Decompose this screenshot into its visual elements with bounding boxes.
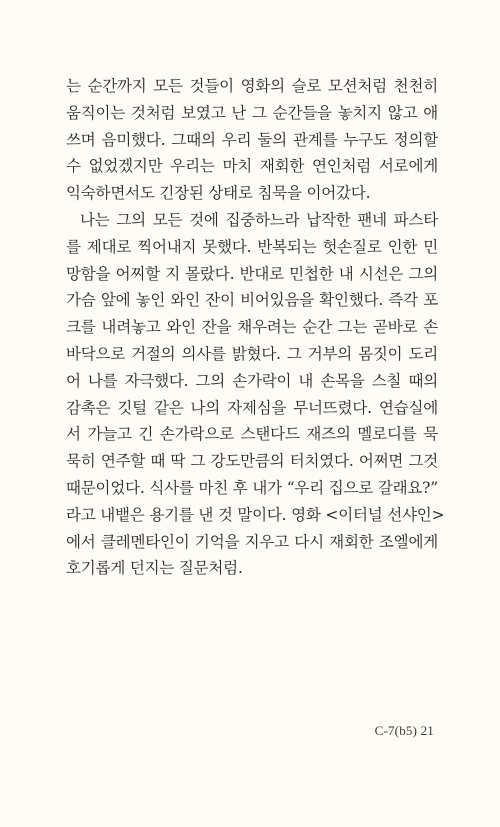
text-line: 수 없었겠지만 우리는 마치 재회한 연인처럼 서로에게	[66, 157, 438, 176]
text-line: 가슴 앞에 놓인 와인 잔이 비어있음을 확인했다. 즉각 포	[66, 291, 438, 310]
text-line: 에서 클레멘타인이 기억을 지우고 다시 재회한 조엘에게	[66, 532, 438, 551]
text-line: 익숙하면서도 긴장된 상태로 침묵을 이어갔다.	[66, 184, 371, 203]
text-line: 크를 내려놓고 와인 잔을 채우려는 순간 그는 곧바로 손	[66, 318, 438, 337]
text-line: 나는 그의 모든 것에 집중하느라 납작한 팬네 파스타	[80, 211, 438, 229]
text-line: 서 가늘고 긴 손가락으로 스탠다드 재즈의 멜로디를 묵	[66, 425, 438, 444]
text-line: 묵히 연주할 때 딱 그 강도만큼의 터치였다. 어쩌면 그것	[66, 452, 438, 471]
page-footer	[375, 723, 434, 739]
text-line: 움직이는 것처럼 보였고 난 그 순간들을 놓치지 않고 애	[66, 103, 438, 122]
text-line: 쓰며 음미했다. 그때의 우리 둘의 관계를 누구도 정의할	[66, 130, 438, 149]
text-line: 때문이었다. 식사를 마친 후 내가 “우리 집으로 갈래요?”	[66, 479, 438, 497]
text-line: 호기롭게 던지는 질문처럼.	[66, 559, 243, 578]
text-line: 망함을 어찌할 지 몰랐다. 반대로 민첩한 내 시선은 그의	[66, 264, 438, 283]
text-line: 라고 내뱉은 용기를 낸 것 말이다. 영화 <이터널 선샤인>	[66, 505, 445, 524]
text-line: 는 순간까지 모든 것들이 영화의 슬로 모션처럼 천천히	[66, 77, 438, 95]
text-line: 어 나를 자극했다. 그의 손가락이 내 손목을 스칠 때의	[66, 371, 438, 390]
text-line: 를 제대로 찍어내지 못했다. 반복되는 헛손질로 인한 민	[66, 237, 438, 256]
page-label: C-7(b5) 21	[374, 723, 434, 738]
text-line: 바닥으로 거절의 의사를 밝혔다. 그 거부의 몸짓이 도리	[66, 345, 438, 363]
text-line: 감촉은 깃털 같은 나의 자제심을 무너뜨렸다. 연습실에	[66, 398, 438, 417]
